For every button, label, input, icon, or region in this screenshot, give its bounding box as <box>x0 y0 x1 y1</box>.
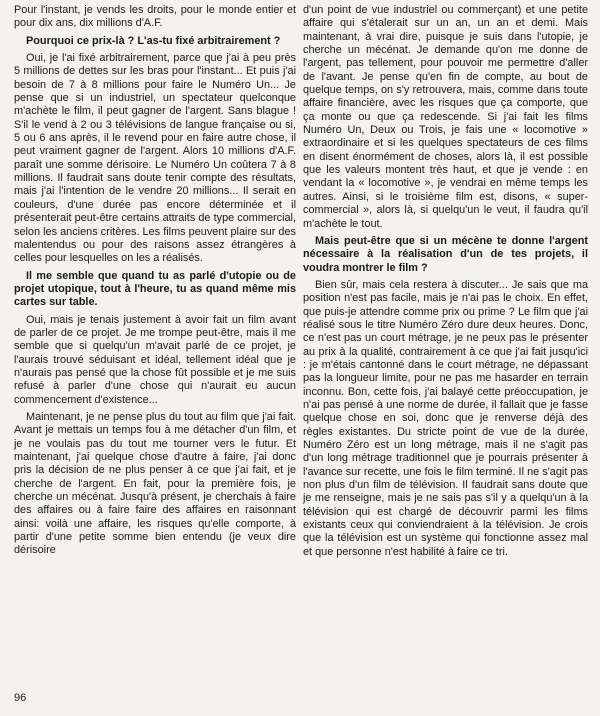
answer-paragraph: Oui, je l'ai fixé arbitrairement, parce que j'ai à peu près 5 millions de dettes sur les bras pour l'instant... Et puis j'ai besoin de 7 à 8 millions pour faire le Numéro Un... Je pense que si un industriel, un spectateur quelconque m'achète le film, il peut gagner de l'argent. Sans blague ! S'il le vend à 2 ou 3 télévisions de langue française ou si, 5 ou 6 ans après, il le revend pour en faire autre chose, il peut vraiment gagner de l'argent. Alors 10 millions d'A.F. paraît une somme dérisoire. Le Numéro Un coûtera 7 à 8 millions. Il faudrait sans doute tenir compte des résultats, mais j'ai l'intention de le vendre 20 millions... Il serait en couleurs, d'une durée pas encore déterminée et il présenterait peut-être certains attraits de type commercial, selon les anciens critères. Les films peuvent plaire sur des malentendus ou pour des raisons assez étrangères à celles pour lesquelles on les a réalisés. <box>14 52 296 265</box>
answer-paragraph: Maintenant, je ne pense plus du tout au film que j'ai fait. Avant je mettais un temps fou à me détacher d'un film, et je ne voulais pas du tout me tourner vers le futur. Et maintenant, j'ai quelque chose d'autre à faire, j'ai donc pris la décision de ne plus penser à ce que j'ai fait, et je cherche de l'argent. En fait, pour la première fois, je cherche un mécénat. Jusqu'à présent, je cherchais à faire des affaires ou à faire faire des affaires en raisonnant ainsi: voilà une affaire, les risques qu'elle comporte, à partir d'une petite somme bien entendu (je veux dire dérisoire <box>14 410 296 557</box>
interview-question: Pourquoi ce prix-là ? L'as-tu fixé arbitrairement ? <box>26 34 281 47</box>
page-number: 96 <box>14 692 27 704</box>
continued-paragraph: d'un point de vue industriel ou commerçant) et une petite affaire qui s'étalerait sur un an, un an et demi. Mais maintenant, à vrai dire, puisque je suis dans l'utopie, je cherche un mécénat. Je demande qu'on me donne de l'argent, pas tellement, pour pouvoir me permettre d'aller de l'avant. Je pense qu'en fin de compte, au bout de quelque temps, on s'y retrouvera, mais, comme dans toute affaire financière, avec les risques que ça comporte, que ça monte ou que ça redescende. Si j'ai fait les films Numéro Un, Deux ou Trois, je fais une « locomotive » extraordinaire et si les quelques spectateurs de ces films en disent énormément de choses, alors là, il est possible que les valeurs montent très haut, et que je vende : en vendant la « locomotive », je vendrai en même temps les autres. Ainsi, si le troisième film est, disons, « super-commercial », alors là, si quelqu'un le veut, il faudra qu'il m'achète le tout. <box>303 4 588 230</box>
answer-paragraph: Oui, mais je tenais justement à avoir fait un film avant de parler de ce projet. Je me trompe peut-être, mais il me semble que si quelqu'un m'avait parlé de ce projet, je l'aurais trouvé séduisant et idéal, tellement idéal que je n'aurais pas pensé que la chose fût possible et je me suis refusé à parler d'une chose qui n'aurait eu aucun commencement d'existence... <box>14 313 296 406</box>
interview-question: Il me semble que quand tu as parlé d'utopie ou de projet utopique, tout à l'heure, tu as quand même mis cartes sur table. <box>14 269 296 309</box>
right-column <box>303 4 588 563</box>
continued-paragraph: Pour l'instant, je vends les droits, pour le monde entier et pour dix ans, dix millions d'A.F. <box>14 4 296 30</box>
interview-question: Mais peut-être que si un mécène te donne l'argent nécessaire à la réalisation d'un de tes projets, il voudra montrer le film ? <box>303 234 588 274</box>
answer-paragraph: Bien sûr, mais cela restera à discuter... Je sais que ma position n'est pas facile, mais je n'ai pas le choix. En effet, que puis-je attendre comme prix ou prime ? Le film que j'ai réalisé sous le titre Numéro Zéro dure deux heures. Donc, ce n'est pas un court métrage, je ne peux pas le présenter au prix à la qualité, contrairement à ce que j'ai fait jusqu'ici : je m'étais cantonné dans le court métrage, ne dépassant pas la longueur limite, pour ne pas me hasarder en terrain inconnu. Bon, cette fois, j'ai balayé cette préoccupation, je n'ai pas pensé à une norme de durée, il fallait que je fasse quelque chose en soi, donc que je renverse déjà des règles existantes. Du stricte point de vue de la durée, Numéro Zéro est un long métrage, mais il ne s'agit pas d'un long métrage traditionnel que je pourrais présenter à l'avance sur recette, une fois le film terminé. Il ne s'agit pas non plus d'un film de télévision. Il faudrait sans doute que je me renseigne, mais je ne sais pas s'il y a quelqu'un à la télévision qui est chargé de découvrir parmi les films existants ceux qui conviendraient à la télévision. Je crois que la télévision est un système qui fonctionne assez mal et que personne n'est habilité à faire ce tri. <box>303 278 588 558</box>
left-column <box>14 4 296 562</box>
